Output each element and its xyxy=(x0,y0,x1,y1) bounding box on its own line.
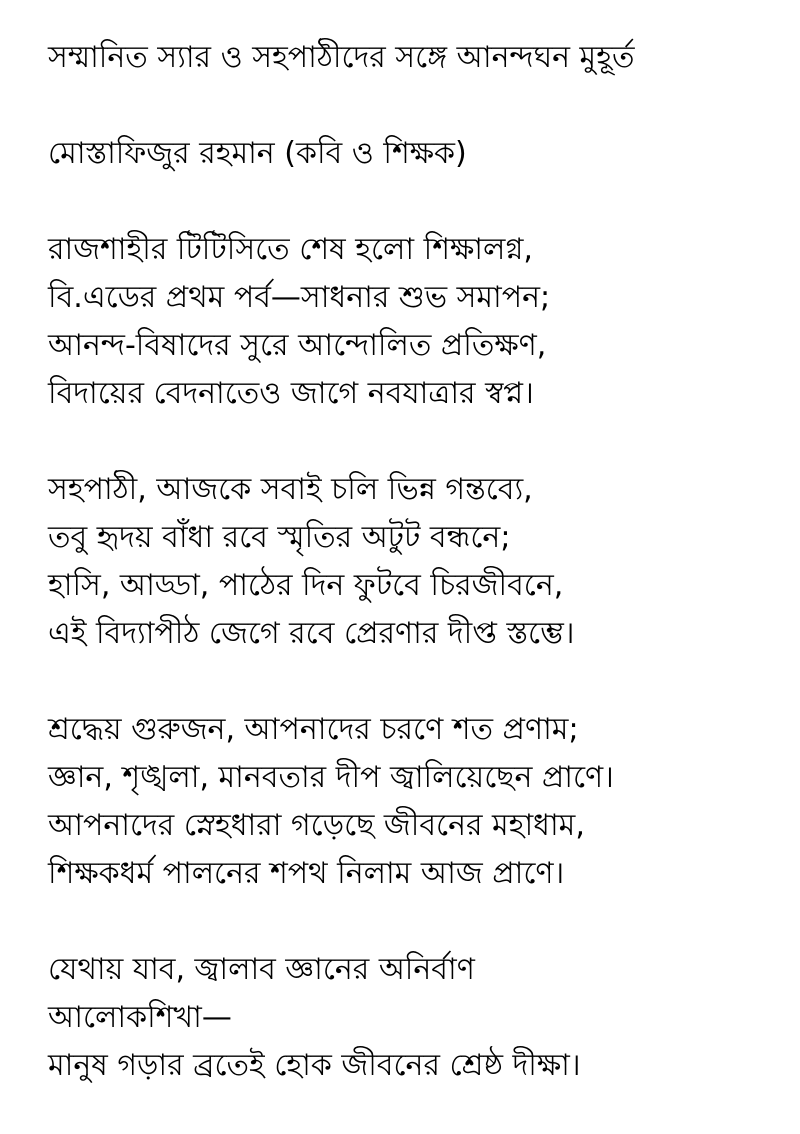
poem-line: রাজশাহীর টিটিসিতে শেষ হলো শিক্ষালগ্ন, xyxy=(48,232,533,267)
stanza-3 xyxy=(48,706,778,898)
stanza-2 xyxy=(48,466,778,658)
poem-line: আপনাদের স্নেহধারা গড়েছে জীবনের মহাধাম, xyxy=(48,808,585,843)
poem-line: জ্ঞান, শৃঙ্খলা, মানবতার দীপ জ্বালিয়েছেন প্রাণে। xyxy=(48,760,614,795)
spacer xyxy=(48,418,778,466)
spacer xyxy=(48,658,778,706)
poem-author: মোস্তাফিজুর রহমান (কবি ও শিক্ষক) xyxy=(48,136,467,171)
poem-line: যেথায় যাব, জ্বালাব জ্ঞানের অনির্বাণ xyxy=(48,952,475,987)
poem-title: সম্মানিত স্যার ও সহপাঠীদের সঙ্গে আনন্দঘন মুহূর্ত xyxy=(48,40,635,75)
poem-line: আনন্দ-বিষাদের সুরে আন্দোলিত প্রতিক্ষণ, xyxy=(48,328,547,363)
poem-line: বি.এডের প্রথম পর্ব—সাধনার শুভ সমাপন; xyxy=(48,280,551,315)
spacer xyxy=(48,82,778,130)
poem-line: মানুষ গড়ার ব্রতেই হোক জীবনের শ্রেষ্ঠ দীক্ষা। xyxy=(48,1048,581,1083)
spacer xyxy=(48,898,778,946)
poem-line: শিক্ষকধর্ম পালনের শপথ নিলাম আজ প্রাণে। xyxy=(48,856,565,891)
poem-line: শ্রদ্ধেয় গুরুজন, আপনাদের চরণে শত প্রণাম; xyxy=(48,712,579,747)
stanza-1 xyxy=(48,226,778,418)
poem-line: আলোকশিখা— xyxy=(48,1000,232,1035)
poem-line: তবু হৃদয় বাঁধা রবে স্মৃতির অটুট বন্ধনে; xyxy=(48,520,511,555)
poem-line: এই বিদ্যাপীঠ জেগে রবে প্রেরণার দীপ্ত স্তম্ভে। xyxy=(48,616,575,651)
poem-line: সহপাঠী, আজকে সবাই চলি ভিন্ন গন্তব্যে, xyxy=(48,472,533,507)
spacer xyxy=(48,178,778,226)
poem-line: হাসি, আড্ডা, পাঠের দিন ফুটবে চিরজীবনে, xyxy=(48,568,564,603)
stanza-4 xyxy=(48,946,778,1090)
poem-line: বিদায়ের বেদনাতেও জাগে নবযাত্রার স্বপ্ন। xyxy=(48,376,534,411)
poem-document xyxy=(48,34,778,1090)
